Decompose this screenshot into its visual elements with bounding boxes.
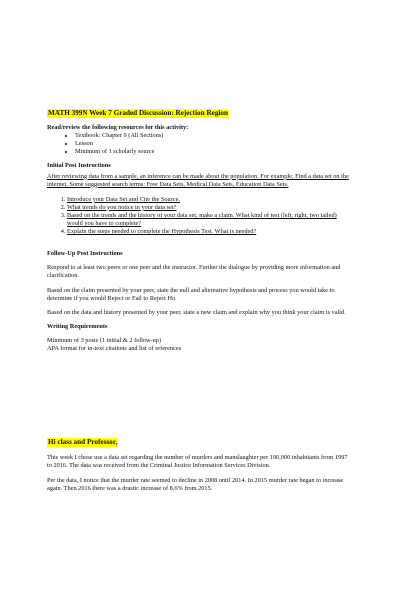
assignment-instructions [47,109,353,353]
initial-post-heading: Initial Post Instructions [47,162,111,170]
task-item: 4. Explain the steps needed to complete the Hypothesis Test. What is needed? [67,228,353,236]
reply-paragraph: This week I chose use a data set regarding the number of murders and manslaughter per 100,000 inhabitants from 1997 to 2016. The data was received from the Criminal Justice Information Services Division. [47,454,348,470]
resource-item: • Lesson [75,140,353,148]
task-list [47,196,353,236]
resource-item: • Textbook: Chapter 9 (All Sections) [75,132,353,140]
followup-paragraph: Based on the data and history presented by your peer, state a new claim and explain why you think your claim is valid. [47,308,346,316]
resources-heading: Read/review the following resources for this activity: [47,124,189,132]
followup-paragraph: Based on the claim presented by your peer, state the null and alternative hypothesis and process you would take to determine if you would Reject or Fail to Reject Ho. [47,286,335,302]
initial-post-text: After reviewing data from a sample, an inference can be made about the population. For example, Find a data set on the internet. Some suggested search terms: Free Data Sets, Medical Data Sets, Education Data Sets. [47,172,349,188]
followup-paragraph: Respond to at least two peers or one peer and the instructor. Further the dialogue by providing more information and clarification. [47,264,341,280]
followup-heading: Follow-Up Post Instructions [47,250,123,258]
discussion-reply [47,438,353,493]
task-item: 2. What trends do you notice in your data set? [67,204,353,212]
assignment-title: MATH 399N Week 7 Graded Discussion: Rejection Region [48,109,229,117]
reply-greeting: Hi class and Professor, [48,438,118,446]
resource-item: • Minimum of 1 scholarly source [75,148,353,156]
reply-greeting-row [47,438,353,447]
task-item: 1. Introduce your Data Set and Cite the Source. [67,196,353,204]
writing-requirement-line: APA format for in-text citations and list of references [47,344,182,352]
reply-paragraph: Per the data, I notice that the murder rate seemed to decline in 2008 until 2014. In 2015 murder rate began to increase again. Then 2016 there was a drastic increase of 8.6% from 2015. [47,477,344,493]
resources-list [47,132,353,156]
writing-requirements-heading: Writing Requirements [47,322,108,330]
writing-requirement-line: Minimum of 3 posts (1 initial & 2 follow-up) [47,336,162,344]
task-item: 3. Based on the trends and the history of your data set, make a claim. What kind of test (left, right, two tailed) would you have to complete? [67,212,353,228]
